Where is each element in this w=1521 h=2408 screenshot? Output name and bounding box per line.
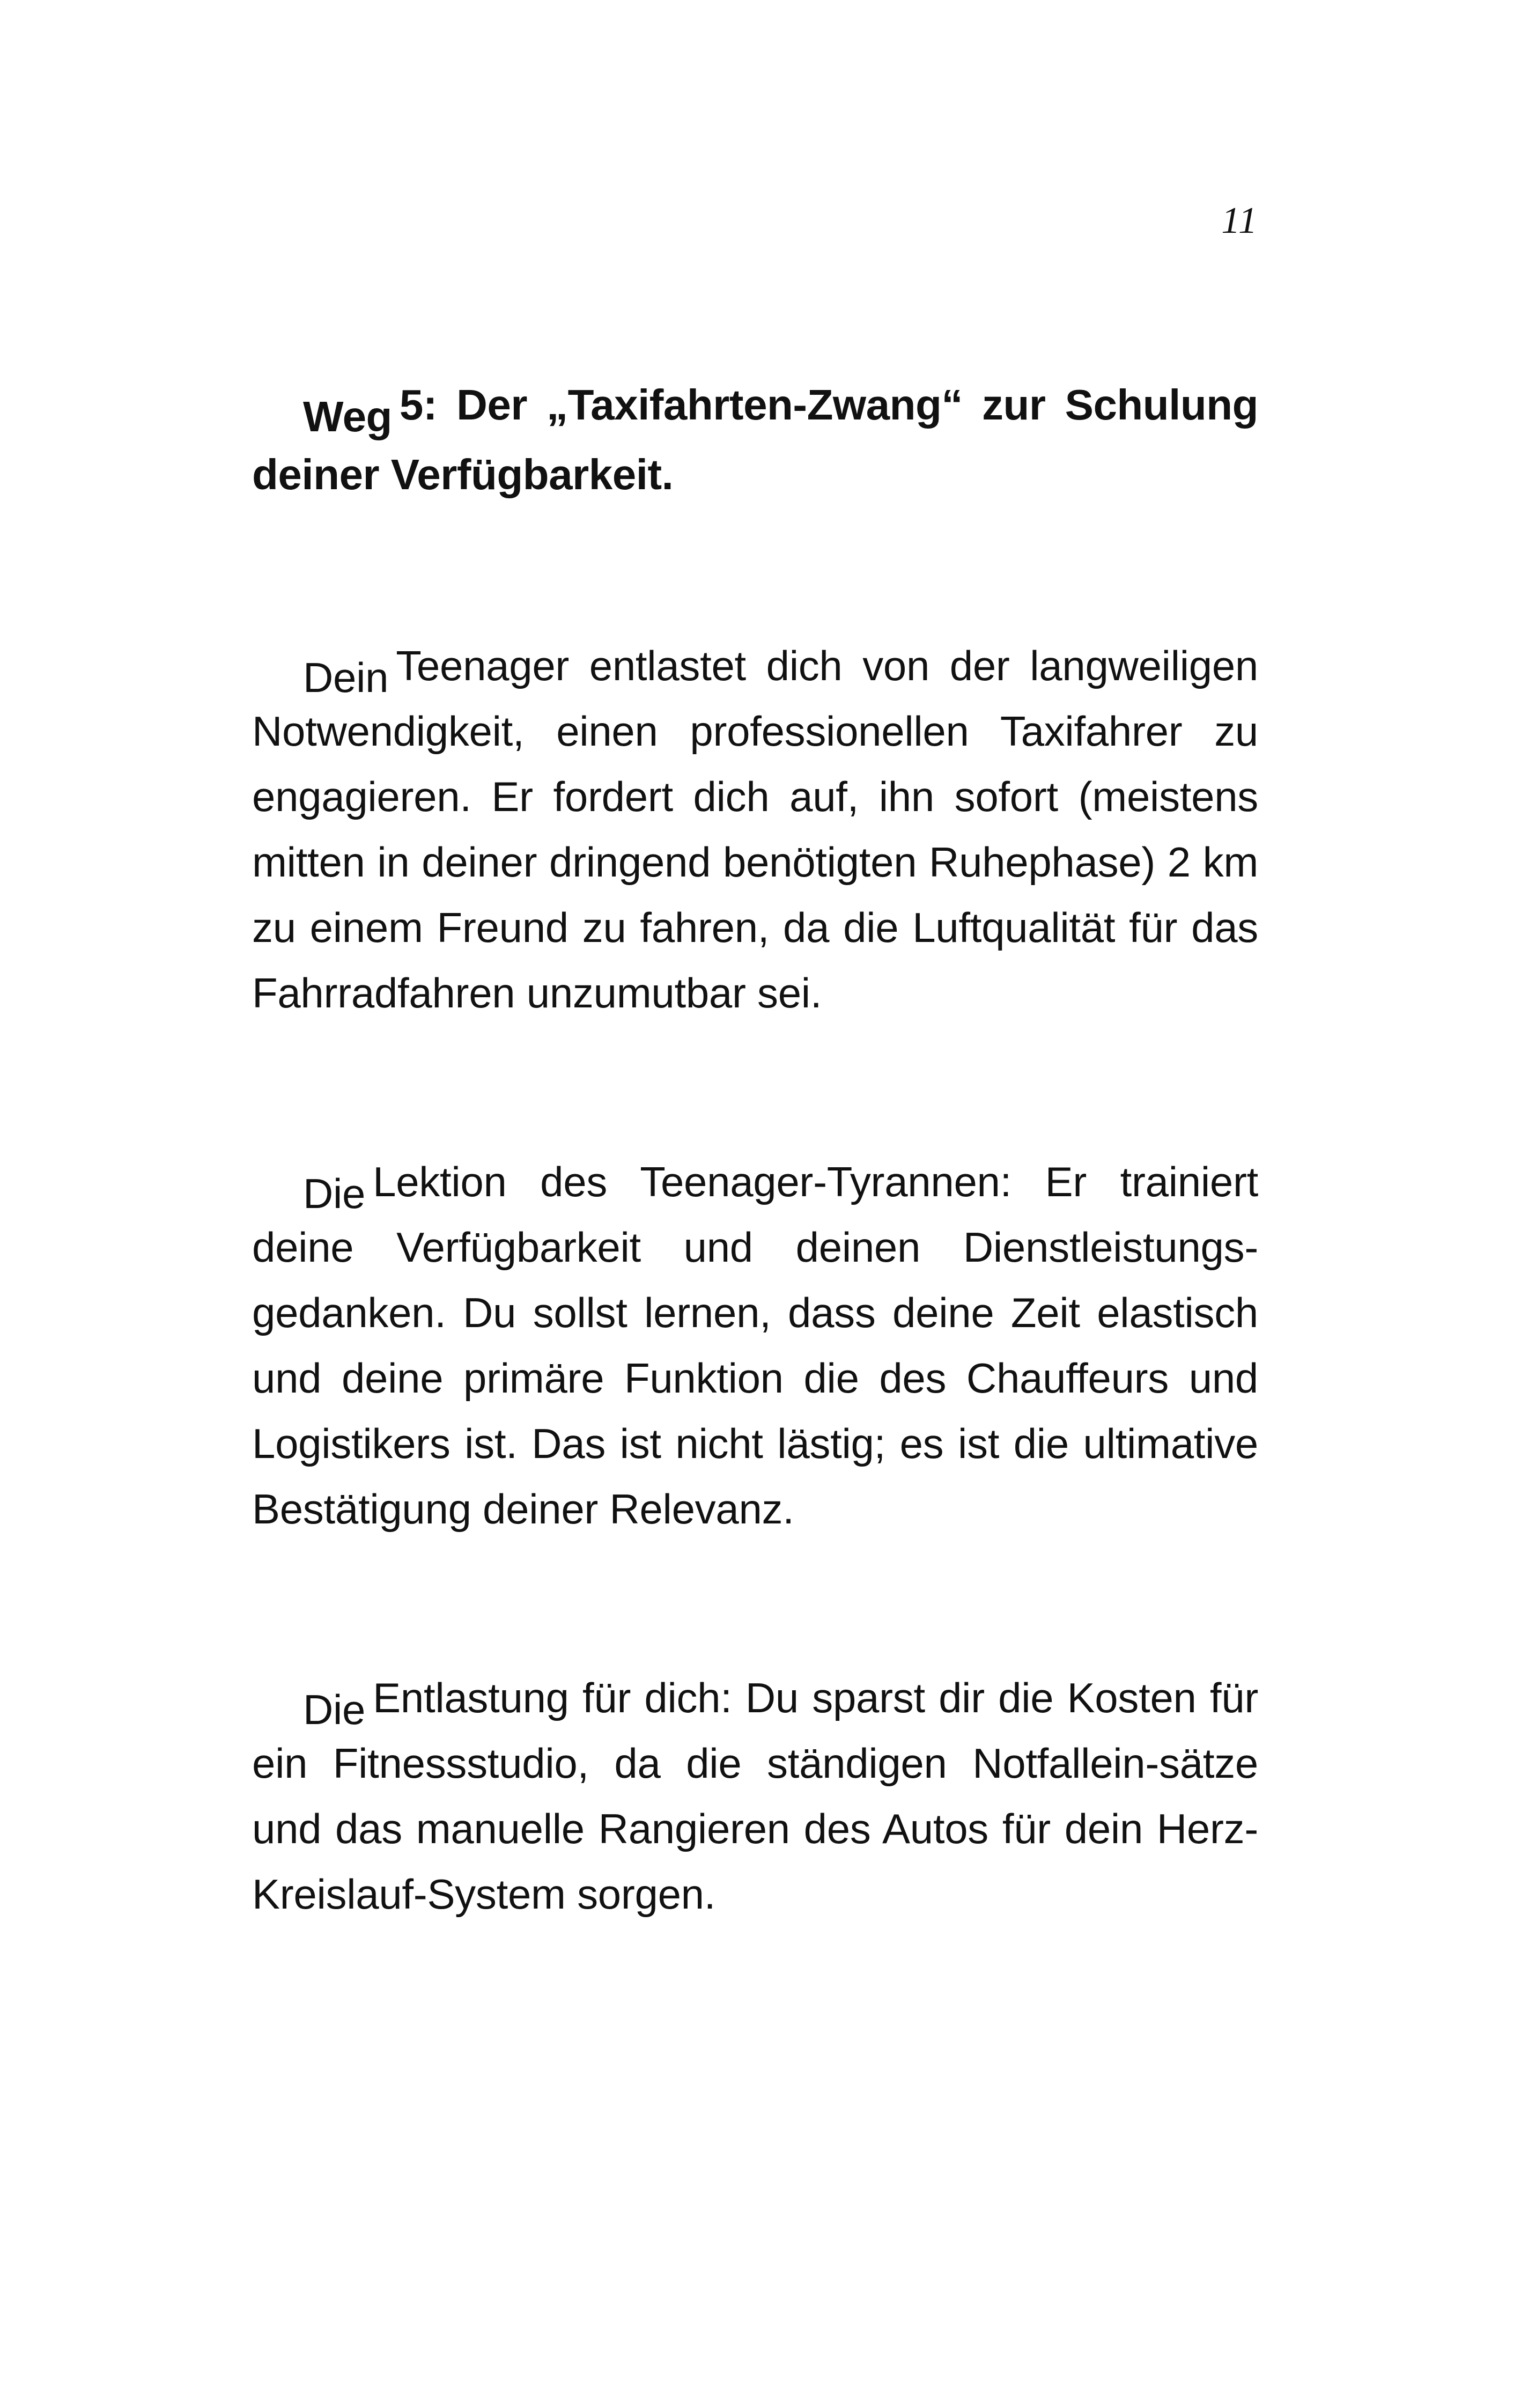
paragraph-lesson xyxy=(252,1149,1258,1542)
page-content xyxy=(252,370,1258,2050)
paragraph-text: Teenager entlastet dich von der langweiligen Notwendigkeit, einen professionellen Taxifahrer zu engagieren. Er fordert dich auf, ihn sofort (meistens mitten in deiner dringend benötigten Ruhephase) 2 km zu einem Freund zu fahren, da die Luftqualität für das Fahrradfahren unzumutbar sei. xyxy=(252,642,1258,1017)
page-number: 11 xyxy=(1221,200,1258,241)
heading-text: 5: Der „Taxifahrten-Zwang“ zur Schulung deiner Verfügbarkeit. xyxy=(252,381,1258,498)
section-heading xyxy=(252,370,1258,510)
paragraph-taxi-request xyxy=(252,633,1258,1026)
paragraph-lead-word: Dein xyxy=(303,654,389,701)
paragraph-lead-word: Die xyxy=(303,1170,366,1217)
paragraph-text: Lektion des Teenager-Tyrannen: Er trainiert deine Verfügbarkeit und deinen Dienstleistungs-gedanken. Du sollst lernen, dass deine Zeit elastisch und deine primäre Funktion die des Chauffeurs und Logistikers ist. Das ist nicht lästig; es ist die ultimative Bestätigung deiner Relevanz. xyxy=(252,1158,1258,1533)
paragraph-text: Entlastung für dich: Du sparst dir die Kosten für ein Fitnessstudio, da die ständigen Notfallein-sätze und das manuelle Rangieren des Autos für dein Herz-Kreislauf-System sorgen. xyxy=(252,1674,1258,1918)
heading-lead-word: Weg xyxy=(303,393,392,440)
paragraph-relief xyxy=(252,1665,1258,1927)
paragraph-lead-word: Die xyxy=(303,1686,366,1733)
